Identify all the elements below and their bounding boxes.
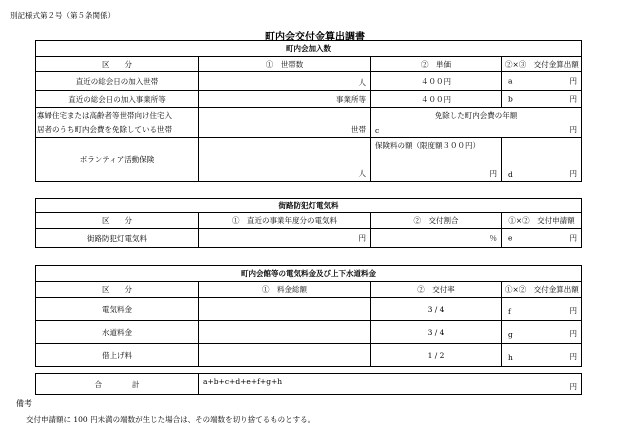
amount-a-input[interactable]: a 円 bbox=[502, 72, 582, 91]
streetlight-col-ratio: ② 交付割合 bbox=[371, 213, 502, 229]
form-number-label: 別記様式第２号（第５条関係） bbox=[10, 11, 115, 20]
membership-table bbox=[35, 40, 582, 182]
row-label: 電気料金 bbox=[36, 298, 199, 321]
unit-price-value: ４００円 bbox=[371, 91, 502, 108]
membership-col-amount: ②×③ 交付金算出額 bbox=[502, 57, 582, 72]
hall-utilities-section-title: 町内会館等の電気料金及び上下水道料金 bbox=[36, 266, 582, 282]
remarks-text: 交付申請額に 100 円未満の端数が生じた場合は、その端数を切り捨てるものとする。 bbox=[26, 415, 316, 424]
electricity-total-input[interactable] bbox=[199, 298, 371, 321]
insured-people-input[interactable]: 人 bbox=[199, 138, 371, 182]
streetlight-col-electricity: ① 直近の事業年度分の電気料 bbox=[199, 213, 371, 229]
document-title: 町内会交付金算出調書 bbox=[265, 32, 365, 43]
row-label: 水道料金 bbox=[36, 321, 199, 344]
amount-f-input[interactable]: f 円 bbox=[502, 298, 582, 321]
hall-col-rate: ② 交付率 bbox=[371, 282, 502, 298]
row-label: 寡婦住宅または高齢者等世帯向け住宅入 居者のうち町内会費を免除している世帯 bbox=[36, 108, 199, 138]
row-label: 借上げ料 bbox=[36, 344, 199, 367]
amount-g-input[interactable]: g 円 bbox=[502, 321, 582, 344]
table-row bbox=[36, 321, 582, 344]
hall-col-category: 区 分 bbox=[36, 282, 199, 298]
membership-col-households: ① 世帯数 bbox=[199, 57, 371, 72]
households-input[interactable]: 人 bbox=[199, 72, 371, 91]
table-row bbox=[36, 108, 582, 138]
membership-col-unit-price: ② 単価 bbox=[371, 57, 502, 72]
table-row bbox=[36, 91, 582, 108]
amount-d-input[interactable]: d 円 bbox=[502, 138, 582, 182]
streetlight-section-title: 街路防犯灯電気料 bbox=[36, 199, 582, 213]
table-row bbox=[36, 72, 582, 91]
total-label: 合 計 bbox=[36, 374, 199, 395]
exempt-households-input[interactable]: 世帯 bbox=[199, 108, 371, 138]
row-label: 直近の総会日の加入事業所等 bbox=[36, 91, 199, 108]
hall-col-total: ① 料金総額 bbox=[199, 282, 371, 298]
streetlight-col-category: 区 分 bbox=[36, 213, 199, 229]
table-row bbox=[36, 229, 582, 248]
table-row bbox=[36, 344, 582, 367]
ratio-input[interactable]: ％ bbox=[371, 229, 502, 248]
total-amount-input[interactable]: a+b+c+d+e+f+g+h 円 bbox=[199, 374, 582, 395]
rent-total-input[interactable] bbox=[199, 344, 371, 367]
table-row bbox=[36, 374, 582, 395]
unit-price-value: ４００円 bbox=[371, 72, 502, 91]
table-row bbox=[36, 298, 582, 321]
hall-col-amount: ①×② 交付金算出額 bbox=[502, 282, 582, 298]
amount-b-input[interactable]: b 円 bbox=[502, 91, 582, 108]
premium-input[interactable]: 保険料の額（限度額３００円） 円 bbox=[371, 138, 502, 182]
amount-e-input[interactable]: e 円 bbox=[502, 229, 582, 248]
rate-value: 3 / 4 bbox=[371, 298, 502, 321]
membership-col-category: 区 分 bbox=[36, 57, 199, 72]
streetlight-table bbox=[35, 198, 582, 248]
row-label: 直近の総会日の加入世帯 bbox=[36, 72, 199, 91]
table-row bbox=[36, 138, 582, 182]
amount-c-input[interactable]: 免除した町内会費の年額 c 円 bbox=[371, 108, 582, 138]
remarks-title: 備考 bbox=[16, 399, 32, 408]
water-total-input[interactable] bbox=[199, 321, 371, 344]
row-label: 街路防犯灯電気料 bbox=[36, 229, 199, 248]
row-label: ボランティア活動保険 bbox=[36, 138, 199, 182]
hall-utilities-table bbox=[35, 265, 582, 367]
total-table bbox=[35, 373, 582, 395]
rate-value: 3 / 4 bbox=[371, 321, 502, 344]
businesses-input[interactable]: 事業所等 bbox=[199, 91, 371, 108]
electricity-cost-input[interactable]: 円 bbox=[199, 229, 371, 248]
amount-h-input[interactable]: h 円 bbox=[502, 344, 582, 367]
rate-value: 1 / 2 bbox=[371, 344, 502, 367]
membership-section-title: 町内会加入数 bbox=[36, 41, 582, 57]
streetlight-col-amount: ①×② 交付申請額 bbox=[502, 213, 582, 229]
